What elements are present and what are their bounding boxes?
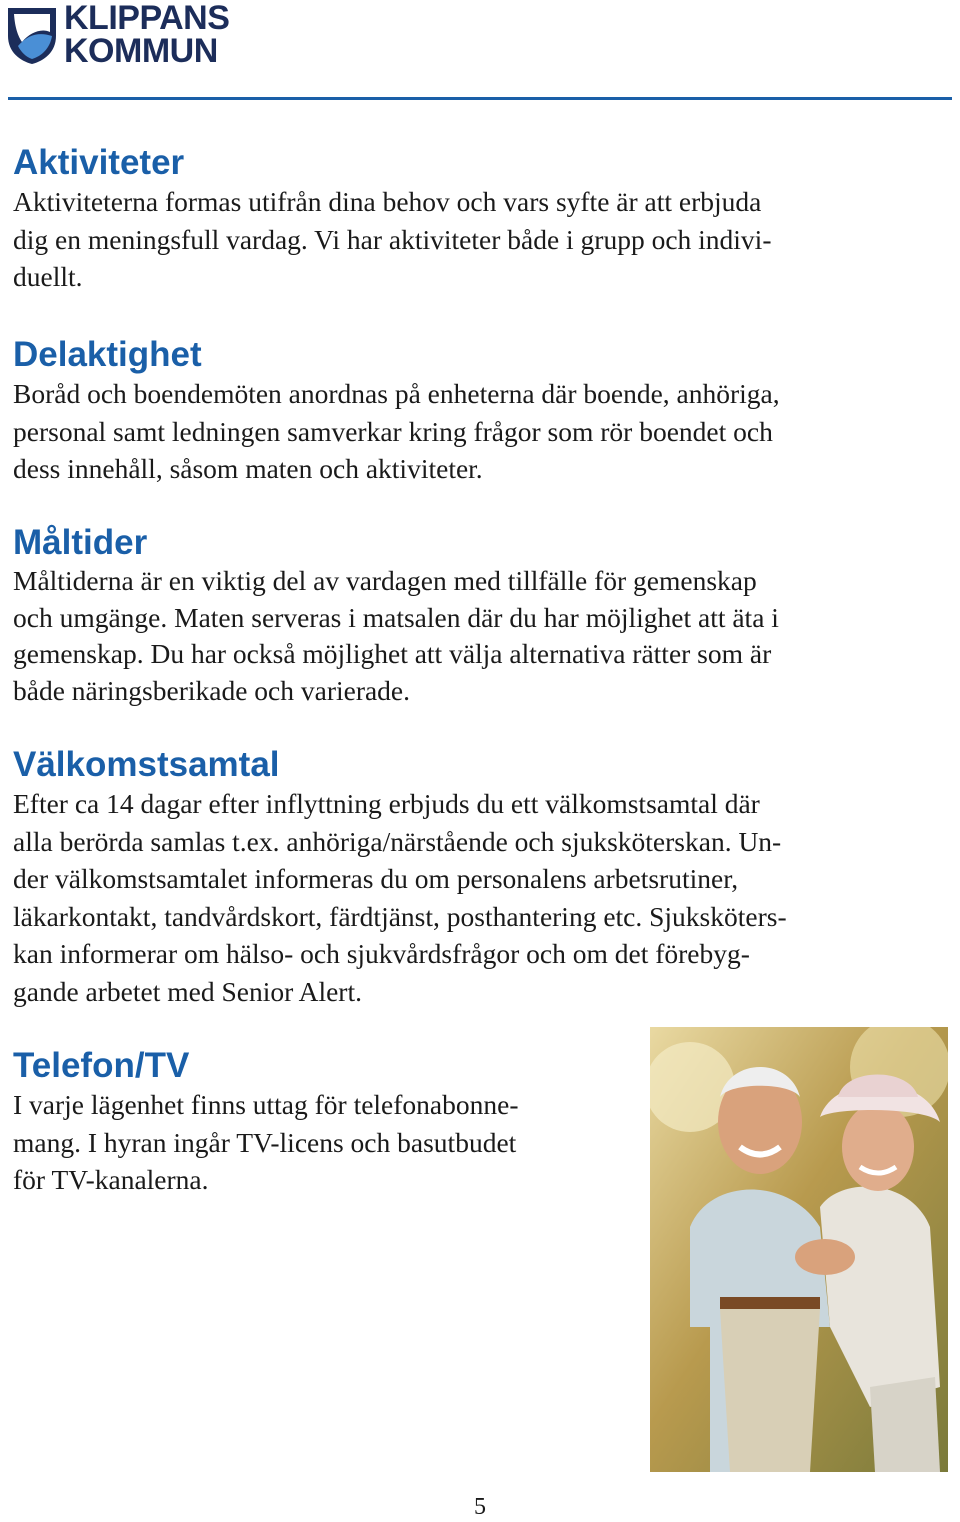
- section-heading: Aktiviteter: [13, 143, 185, 182]
- body-line: der välkomstsamtalet informeras du om personalens arbetsrutiner,: [13, 863, 739, 894]
- section-body: [13, 183, 913, 296]
- body-line: I varje lägenhet finns uttag för telefonabonne-: [13, 1089, 519, 1120]
- body-line: personal samt ledningen samverkar kring frågor som rör boendet och: [13, 415, 773, 447]
- body-line: mang. I hyran ingår TV-licens och basutbudet: [13, 1126, 517, 1158]
- body-line: kan informerar om hälso- och sjukvårdsfrågor och om det förebyg-: [13, 938, 750, 969]
- section-body: [13, 375, 928, 488]
- page-header: [0, 0, 960, 100]
- section-body: [13, 785, 933, 1010]
- section-delaktighet: [13, 335, 928, 488]
- section-valkomstsamtal: [13, 745, 933, 1010]
- body-line: dig en meningsfull vardag. Vi har aktiviteter både i grupp och indivi-: [13, 223, 772, 255]
- body-line: läkarkontakt, tandvårdskort, färdtjänst, posthantering etc. Sjuksköters-: [13, 900, 787, 932]
- body-line: Aktiviteterna formas utifrån dina behov och vars syfte är att erbjuda: [13, 186, 762, 217]
- body-line: alla berörda samlas t.ex. anhöriga/närstående och sjuksköterskan. Un-: [13, 825, 782, 857]
- body-line: Efter ca 14 dagar efter inflyttning erbjuds du ett välkomstsamtal där: [13, 788, 760, 819]
- municipality-name: [64, 2, 229, 68]
- brand-line-2: KOMMUN: [64, 32, 218, 70]
- section-maltider: [13, 523, 928, 709]
- section-telefon-tv: [13, 1046, 633, 1199]
- section-heading: Delaktighet: [13, 335, 202, 374]
- body-line: och umgänge. Maten serveras i matsalen där du har möjlighet att äta i: [13, 601, 779, 633]
- section-body: [13, 1086, 633, 1199]
- section-heading: Välkomstsamtal: [13, 745, 280, 784]
- body-line: Boråd och boendemöten anordnas på enheterna där boende, anhöriga,: [13, 378, 780, 409]
- body-line: gemenskap. Du har också möjlighet att välja alternativa rätter som är: [13, 638, 772, 670]
- body-line: både näringsberikade och varierade.: [13, 674, 411, 706]
- section-body: [13, 563, 928, 709]
- header-divider: [8, 97, 952, 100]
- body-line: för TV-kanalerna.: [13, 1164, 209, 1195]
- section-heading: Måltider: [13, 523, 148, 562]
- body-line: gande arbetet med Senior Alert.: [13, 975, 362, 1007]
- body-line: duellt.: [13, 261, 83, 292]
- body-line: Måltiderna är en viktig del av vardagen med tillfälle för gemenskap: [13, 565, 757, 596]
- page-number: 5: [474, 1494, 486, 1520]
- municipality-shield-logo: [6, 6, 58, 66]
- section-aktiviteter: [13, 143, 913, 296]
- brand-line-1: KLIPPANS: [64, 0, 230, 37]
- elderly-couple-photo: [650, 1027, 948, 1472]
- section-heading: Telefon/TV: [13, 1046, 190, 1085]
- body-line: dess innehåll, såsom maten och aktiviteter.: [13, 453, 483, 484]
